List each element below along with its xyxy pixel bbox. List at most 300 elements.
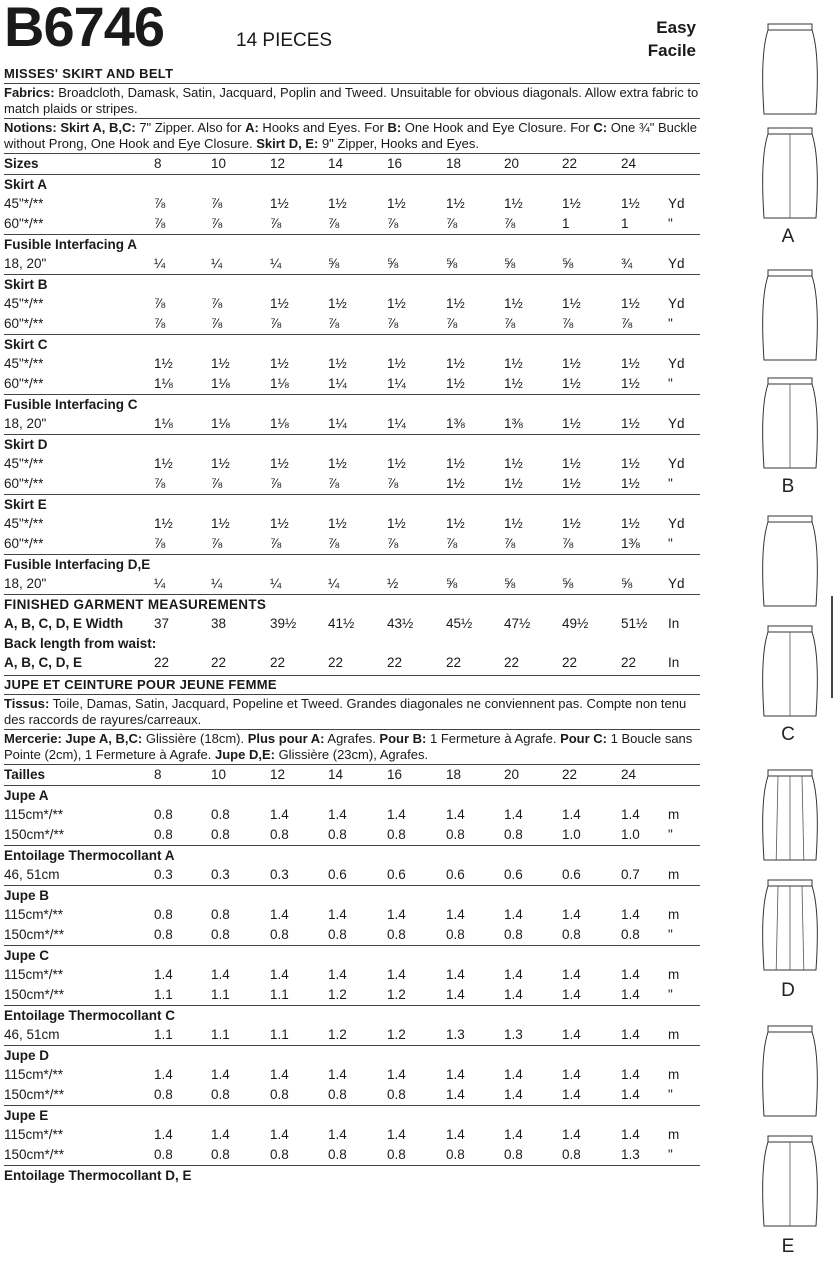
view-letter: D: [781, 980, 795, 1001]
yardage-cell: 0.8: [621, 927, 640, 942]
yardage-cell: 0.6: [504, 867, 523, 882]
yardage-cell: 1½: [270, 516, 289, 531]
yardage-cell: 1.4: [562, 987, 581, 1002]
yardage-row: [4, 825, 700, 845]
unit-cell: Yd: [668, 576, 685, 591]
yardage-cell: 0.6: [328, 867, 347, 882]
yardage-cell: 1.4: [621, 907, 640, 922]
yardage-cell: 1½: [211, 456, 230, 471]
yardage-cell: ⅝: [504, 576, 516, 591]
pattern-code: B6746: [4, 0, 165, 58]
yardage-row: [4, 925, 700, 945]
unit-cell: ": [668, 476, 673, 491]
yardage-cell: 1.4: [504, 967, 523, 982]
fabric-width-label: 45"*/**: [4, 516, 44, 531]
french-title: JUPE ET CEINTURE POUR JEUNE FEMME: [4, 675, 700, 694]
section-title: Skirt A: [4, 177, 48, 192]
skirt-sketch: [763, 24, 818, 114]
yardage-cell: 1½: [446, 456, 465, 471]
skirt-sketch: [763, 770, 818, 860]
yardage-cell: ⅝: [621, 576, 633, 591]
yardage-cell: 0.8: [154, 927, 173, 942]
yardage-cell: 1: [621, 216, 629, 231]
yardage-cell: 1.4: [446, 807, 465, 822]
skirt-sketch: [763, 270, 818, 360]
yardage-cell: 1½: [387, 196, 406, 211]
yardage-cell: ⅞: [154, 196, 166, 211]
size-cell: 14: [328, 767, 344, 782]
view-letter: E: [781, 1236, 795, 1257]
yardage-section: [4, 274, 700, 334]
yardage-cell: 1½: [446, 296, 465, 311]
skirt-sketch: [763, 378, 818, 468]
yardage-row: [4, 905, 700, 925]
size-cell: 24: [621, 767, 637, 782]
yardage-cell: ⅝: [562, 576, 574, 591]
yardage-cell: 0.8: [154, 807, 173, 822]
yardage-cell: 1½: [621, 356, 640, 371]
yardage-cell: ⅝: [446, 576, 458, 591]
yardage-cell: 0.8: [387, 827, 406, 842]
yardage-cell: 1.4: [621, 1027, 640, 1042]
yardage-cell: 1½: [504, 296, 523, 311]
yardage-cell: 1⅛: [154, 376, 173, 391]
skirt-sketch: [763, 1136, 818, 1226]
section-title: Jupe B: [4, 888, 50, 903]
yardage-cell: 1½: [211, 516, 230, 531]
unit-cell: In: [668, 616, 680, 631]
yardage-cell: 1½: [504, 356, 523, 371]
yardage-cell: 0.8: [562, 927, 581, 942]
yardage-cell: 1.4: [621, 967, 640, 982]
yardage-section: [4, 334, 700, 394]
yardage-cell: 1.4: [504, 907, 523, 922]
back-length-cell: 22: [504, 655, 520, 670]
yardage-cell: 1: [562, 216, 570, 231]
fabric-width-label: 150cm*/**: [4, 927, 65, 942]
yardage-section: [4, 1005, 700, 1045]
unit-cell: Yd: [668, 356, 685, 371]
width-cell: 37: [154, 616, 170, 631]
unit-cell: Yd: [668, 196, 685, 211]
yardage-row: [4, 514, 700, 534]
yardage-cell: 0.8: [328, 827, 347, 842]
yardage-cell: 0.8: [328, 1147, 347, 1162]
english-notions: Notions: Skirt A, B,C: 7" Zipper. Also for A: Hooks and Eyes. For B: One Hook and Eye Closure. For C: One ¾" Buckle without Prong, One Hook and Eye Closure. Skirt D, E: 9" Zipper, Hooks and Eyes.: [4, 118, 700, 153]
yardage-cell: 1.3: [621, 1147, 640, 1162]
section-title: Fusible Interfacing C: [4, 397, 138, 412]
fabric-width-label: 60"*/**: [4, 216, 44, 231]
yardage-cell: 0.8: [446, 1147, 465, 1162]
header: [4, 0, 700, 64]
yardage-cell: 1½: [504, 376, 523, 391]
yardage-cell: ⅞: [446, 536, 458, 551]
yardage-cell: ¼: [270, 256, 282, 271]
yardage-cell: 0.8: [504, 927, 523, 942]
yardage-cell: ⅞: [154, 216, 166, 231]
yardage-cell: 0.3: [211, 867, 230, 882]
pieces-count: 14 PIECES: [236, 30, 333, 51]
section-title: Jupe D: [4, 1048, 50, 1063]
yardage-cell: 1.4: [446, 1087, 465, 1102]
fabric-width-label: 45"*/**: [4, 196, 44, 211]
yardage-cell: 1.4: [270, 967, 289, 982]
yardage-cell: 1½: [328, 456, 347, 471]
yardage-row: [4, 1065, 700, 1085]
yardage-cell: 0.8: [504, 1147, 523, 1162]
width-cell: 49½: [562, 616, 589, 631]
difficulty-level: [648, 16, 696, 62]
yardage-cell: 1½: [387, 296, 406, 311]
yardage-cell: 1⅜: [446, 416, 465, 431]
unit-cell: ": [668, 376, 673, 391]
edge-mark: [831, 596, 833, 698]
width-cell: 51½: [621, 616, 648, 631]
view-letter: A: [781, 226, 795, 247]
fabric-width-label: 46, 51cm: [4, 1027, 60, 1042]
yardage-cell: 1.4: [504, 1087, 523, 1102]
yardage-section: [4, 494, 700, 554]
yardage-row: [4, 214, 700, 234]
fabric-width-label: 60"*/**: [4, 316, 44, 331]
yardage-cell: 0.7: [621, 867, 640, 882]
yardage-section: [4, 174, 700, 234]
section-title: Jupe A: [4, 788, 49, 803]
yardage-cell: ⅝: [562, 256, 574, 271]
yardage-cell: 1.4: [446, 1127, 465, 1142]
unit-cell: Yd: [668, 256, 685, 271]
yardage-cell: ⅞: [211, 316, 223, 331]
french-sizes-row: Tailles 8 10 12 14 16 18 20 22 24: [4, 764, 700, 785]
yardage-cell: 0.8: [562, 1147, 581, 1162]
yardage-cell: 0.8: [387, 1147, 406, 1162]
unit-cell: Yd: [668, 456, 685, 471]
back-length-cell: 22: [154, 655, 170, 670]
fabric-width-label: 150cm*/**: [4, 987, 65, 1002]
section-title: Skirt D: [4, 437, 48, 452]
yardage-cell: 1½: [562, 196, 581, 211]
yardage-cell: 1½: [387, 456, 406, 471]
yardage-cell: 1.4: [270, 1067, 289, 1082]
yardage-cell: 1⅜: [504, 416, 523, 431]
yardage-cell: 0.8: [154, 1147, 173, 1162]
yardage-section: [4, 394, 700, 434]
yardage-cell: 1⅛: [211, 416, 230, 431]
section-title: Skirt B: [4, 277, 48, 292]
yardage-cell: 1.4: [328, 807, 347, 822]
width-cell: 47½: [504, 616, 531, 631]
yardage-cell: 0.8: [154, 827, 173, 842]
yardage-cell: ⅞: [270, 476, 282, 491]
back-length-row: A, B, C, D, E 22 22 22 22 22 22 22 22 22 In: [4, 655, 680, 670]
yardage-cell: 1½: [621, 456, 640, 471]
yardage-cell: ⅞: [211, 196, 223, 211]
yardage-cell: 1½: [621, 416, 640, 431]
unit-cell: In: [668, 655, 680, 670]
yardage-cell: ⅝: [328, 256, 340, 271]
yardage-cell: 1.4: [387, 807, 406, 822]
yardage-cell: 1½: [154, 456, 173, 471]
unit-cell: m: [668, 867, 680, 882]
yardage-cell: 0.6: [446, 867, 465, 882]
view-illustrations: [740, 0, 838, 1264]
yardage-row: [4, 1025, 700, 1045]
french-fabrics: Tissus: Toile, Damas, Satin, Jacquard, Popeline et Tweed. Grandes diagonales ne conviennent pas. Compte non tenu des raccords de rayures/carreaux.: [4, 694, 700, 729]
size-cell: 22: [562, 767, 578, 782]
yardage-cell: 1.0: [621, 827, 640, 842]
width-cell: 41½: [328, 616, 355, 631]
yardage-cell: 1½: [270, 356, 289, 371]
yardage-cell: ⅞: [211, 476, 223, 491]
yardage-row: [4, 454, 700, 474]
yardage-cell: 1½: [446, 516, 465, 531]
fabric-width-label: 115cm*/**: [4, 1127, 64, 1142]
yardage-section: [4, 434, 700, 494]
size-cell: 20: [504, 767, 520, 782]
unit-cell: m: [668, 807, 680, 822]
yardage-cell: 1⅛: [270, 376, 289, 391]
yardage-cell: 1½: [621, 376, 640, 391]
yardage-cell: 1½: [328, 356, 347, 371]
fabric-width-label: 18, 20": [4, 576, 47, 591]
yardage-cell: 1⅛: [270, 416, 289, 431]
yardage-cell: 1½: [270, 296, 289, 311]
yardage-cell: 1½: [504, 456, 523, 471]
section-title: Jupe E: [4, 1108, 49, 1123]
yardage-cell: ⅞: [387, 536, 399, 551]
section-title: Entoilage Thermocollant C: [4, 1008, 176, 1023]
yardage-section: [4, 785, 700, 845]
yardage-cell: 1½: [446, 196, 465, 211]
yardage-cell: 1.0: [562, 827, 581, 842]
fabric-width-label: 115cm*/**: [4, 807, 64, 822]
yardage-cell: 1.4: [562, 1127, 581, 1142]
yardage-cell: 0.8: [328, 927, 347, 942]
unit-cell: ": [668, 216, 673, 231]
yardage-cell: 1½: [562, 416, 581, 431]
yardage-cell: 1¼: [387, 416, 406, 431]
yardage-row: [4, 294, 700, 314]
size-cell: 20: [504, 156, 520, 171]
yardage-cell: 1.4: [211, 1067, 230, 1082]
yardage-cell: 1¼: [328, 416, 347, 431]
yardage-cell: 1.4: [446, 1067, 465, 1082]
yardage-cell: 0.3: [270, 867, 289, 882]
yardage-cell: 1.4: [387, 1127, 406, 1142]
yardage-cell: 1.4: [211, 1127, 230, 1142]
yardage-cell: 1.4: [387, 907, 406, 922]
unit-cell: ": [668, 536, 673, 551]
yardage-cell: 1.2: [387, 987, 406, 1002]
yardage-cell: 1½: [504, 476, 523, 491]
back-length-cell: 22: [211, 655, 227, 670]
yardage-cell: 0.8: [154, 907, 173, 922]
yardage-cell: 1.1: [270, 987, 289, 1002]
yardage-cell: ¼: [211, 256, 223, 271]
back-length-cell: 22: [270, 655, 286, 670]
yardage-cell: 1½: [446, 376, 465, 391]
yardage-cell: 1.4: [446, 907, 465, 922]
yardage-cell: ⅝: [387, 256, 399, 271]
yardage-row: [4, 574, 700, 594]
yardage-cell: 1.4: [621, 1127, 640, 1142]
unit-cell: ": [668, 987, 673, 1002]
size-cell: 8: [154, 156, 162, 171]
english-fabrics: Fabrics: Broadcloth, Damask, Satin, Jacquard, Poplin and Tweed. Unsuitable for obvious diagonals. Allow extra fabric to match plaids or stripes.: [4, 85, 699, 116]
yardage-cell: ⅞: [387, 216, 399, 231]
yardage-cell: 0.8: [387, 927, 406, 942]
size-cell: 18: [446, 156, 462, 171]
fabric-width-label: 115cm*/**: [4, 1067, 64, 1082]
yardage-row: [4, 985, 700, 1005]
fabric-width-label: 60"*/**: [4, 476, 44, 491]
fabric-width-label: 45"*/**: [4, 356, 44, 371]
yardage-cell: ⅞: [270, 316, 282, 331]
yardage-cell: 1½: [270, 456, 289, 471]
yardage-cell: 1½: [328, 296, 347, 311]
unit-cell: ": [668, 1087, 673, 1102]
yardage-cell: ⅞: [562, 316, 574, 331]
yardage-cell: 1½: [446, 476, 465, 491]
yardage-cell: 1½: [387, 516, 406, 531]
section-title: Skirt C: [4, 337, 48, 352]
size-cell: 14: [328, 156, 344, 171]
skirt-sketches: [740, 0, 838, 1264]
fabric-width-label: 60"*/**: [4, 536, 44, 551]
yardage-cell: ⅞: [446, 316, 458, 331]
yardage-cell: ⅞: [504, 316, 516, 331]
fabric-width-label: 46, 51cm: [4, 867, 60, 882]
yardage-cell: 1.4: [562, 1087, 581, 1102]
width-row: A, B, C, D, E Width 37 38 39½ 41½ 43½ 45½ 47½ 49½ 51½ In: [4, 616, 680, 631]
yardage-cell: 1½: [154, 356, 173, 371]
yardage-cell: 1.4: [328, 1067, 347, 1082]
yardage-cell: ⅞: [211, 216, 223, 231]
yardage-cell: 1.1: [211, 987, 230, 1002]
yardage-cell: 1.4: [504, 1127, 523, 1142]
yardage-cell: ⅞: [504, 536, 516, 551]
yardage-cell: 1½: [328, 196, 347, 211]
yardage-row: [4, 354, 700, 374]
yardage-cell: 0.3: [154, 867, 173, 882]
yardage-cell: 0.8: [446, 827, 465, 842]
yardage-cell: 1½: [562, 376, 581, 391]
yardage-cell: 1.4: [621, 1067, 640, 1082]
yardage-cell: 0.8: [270, 927, 289, 942]
fabric-width-label: 150cm*/**: [4, 1147, 65, 1162]
yardage-section: [4, 1045, 700, 1105]
yardage-cell: 1½: [387, 356, 406, 371]
english-sizes-row: Sizes 8 10 12 14 16 18 20 22 24: [4, 153, 700, 174]
fabric-width-label: 150cm*/**: [4, 827, 65, 842]
french-yardage-table: [4, 785, 700, 1185]
yardage-cell: 1½: [621, 476, 640, 491]
back-length-title: Back length from waist:: [4, 636, 157, 651]
yardage-cell: 1½: [621, 196, 640, 211]
yardage-cell: 1.4: [562, 1027, 581, 1042]
yardage-cell: 1.4: [154, 1127, 173, 1142]
yardage-row: [4, 865, 700, 885]
yardage-cell: ⅞: [328, 216, 340, 231]
unit-cell: m: [668, 1127, 680, 1142]
yardage-row: [4, 314, 700, 334]
yardage-cell: 1.4: [154, 967, 173, 982]
yardage-cell: 1½: [562, 516, 581, 531]
unit-cell: Yd: [668, 516, 685, 531]
section-title: Skirt E: [4, 497, 47, 512]
yardage-cell: 1.4: [621, 807, 640, 822]
back-length-cell: 22: [562, 655, 578, 670]
yardage-cell: 0.8: [270, 1087, 289, 1102]
level-english: Easy: [656, 18, 696, 37]
yardage-cell: ⅞: [270, 536, 282, 551]
unit-cell: ": [668, 827, 673, 842]
yardage-cell: 1.4: [270, 1127, 289, 1142]
skirt-sketch: [763, 516, 818, 606]
fabric-width-label: 60"*/**: [4, 376, 44, 391]
yardage-cell: 1½: [562, 296, 581, 311]
yardage-cell: 1.4: [621, 987, 640, 1002]
yardage-cell: 1.4: [270, 907, 289, 922]
size-cell: 22: [562, 156, 578, 171]
yardage-cell: ⅞: [154, 296, 166, 311]
yardage-cell: 1.4: [387, 967, 406, 982]
yardage-cell: ⅞: [211, 536, 223, 551]
yardage-cell: ⅞: [328, 316, 340, 331]
fabric-width-label: 115cm*/**: [4, 907, 64, 922]
yardage-cell: 1½: [562, 476, 581, 491]
yardage-section: [4, 234, 700, 274]
yardage-cell: 0.8: [387, 1087, 406, 1102]
yardage-cell: 1.2: [328, 987, 347, 1002]
skirt-sketch: [763, 128, 818, 218]
yardage-row: [4, 1085, 700, 1105]
yardage-row: [4, 1125, 700, 1145]
yardage-cell: 1½: [154, 516, 173, 531]
yardage-cell: 1½: [504, 516, 523, 531]
yardage-cell: 1⅛: [211, 376, 230, 391]
yardage-row: [4, 194, 700, 214]
yardage-row: [4, 1145, 700, 1165]
yardage-cell: 1.4: [504, 987, 523, 1002]
view-letter: B: [781, 476, 795, 497]
yardage-cell: 1.1: [270, 1027, 289, 1042]
yardage-cell: 1.4: [562, 907, 581, 922]
width-cell: 45½: [446, 616, 473, 631]
section-title: Fusible Interfacing A: [4, 237, 138, 252]
yardage-cell: 1.4: [504, 1067, 523, 1082]
yardage-cell: ⅞: [270, 216, 282, 231]
yardage-cell: 1.4: [562, 1067, 581, 1082]
yardage-cell: 1.2: [328, 1027, 347, 1042]
yardage-cell: 1½: [621, 516, 640, 531]
yardage-cell: 1½: [328, 516, 347, 531]
pattern-envelope-back: [4, 0, 700, 1185]
yardage-cell: ¼: [154, 256, 166, 271]
skirt-sketch: [763, 1026, 818, 1116]
yardage-cell: 1½: [621, 296, 640, 311]
yardage-section: [4, 945, 700, 1005]
yardage-cell: 0.6: [562, 867, 581, 882]
yardage-cell: 1½: [446, 356, 465, 371]
yardage-cell: ⅞: [504, 216, 516, 231]
yardage-cell: 0.8: [211, 907, 230, 922]
yardage-cell: 1½: [270, 196, 289, 211]
yardage-cell: 0.8: [211, 927, 230, 942]
yardage-cell: 0.8: [211, 807, 230, 822]
unit-cell: ": [668, 927, 673, 942]
unit-cell: Yd: [668, 416, 685, 431]
